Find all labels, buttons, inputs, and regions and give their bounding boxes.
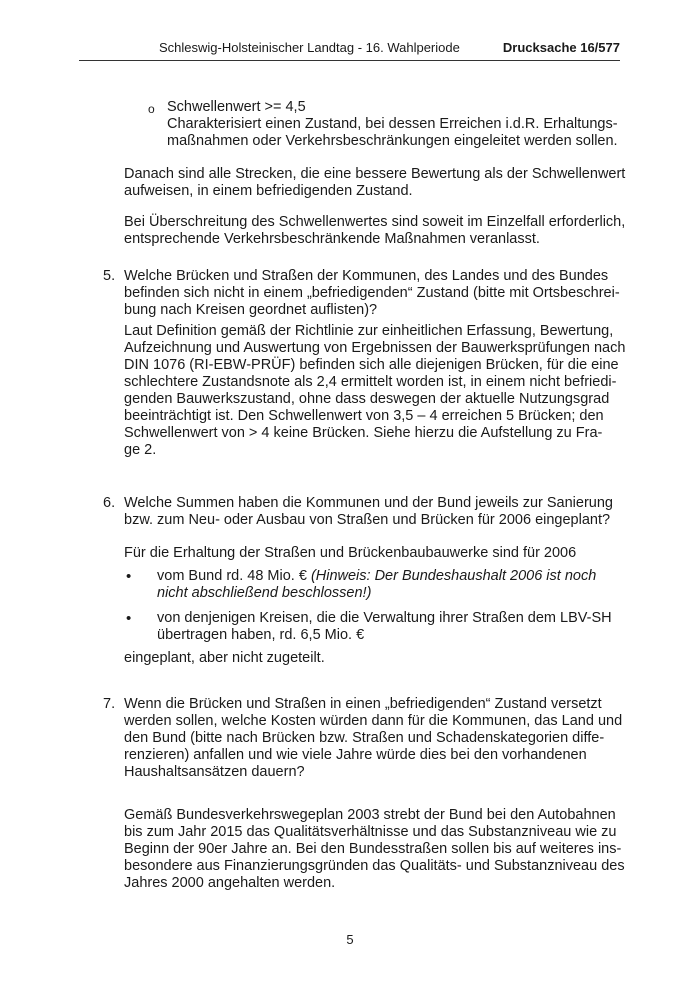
answer-line: beeinträchtigt ist. Den Schwellenwert von 3,5 – 4 erreichen 5 Brücken; den [124,408,604,424]
question-line: bzw. zum Neu- oder Ausbau von Straßen und Brücken für 2006 eingeplant? [124,512,611,528]
bullet-line: von denjenigen Kreisen, die die Verwaltung ihrer Straßen dem LBV-SH [157,610,612,626]
paragraph-line: entsprechende Verkehrsbeschränkende Maßnahmen veranlasst. [124,231,540,247]
question-line: werden sollen, welche Kosten würden dann für die Kommunen, das Land und [124,713,623,729]
question-line: Welche Brücken und Straßen der Kommunen, des Landes und des Bundes [124,268,609,284]
header-title: Schleswig-Holsteinischer Landtag - 16. Wahlperiode [159,40,460,55]
header-divider [79,60,620,61]
question-line: renzieren) anfallen und wie viele Jahre würde dies bei den vorhandenen [124,747,587,763]
answer-line: Gemäß Bundesverkehrswegeplan 2003 strebt der Bund bei den Autobahnen [124,807,616,823]
question-number: 5. [103,268,116,284]
answer-line: Aufzeichnung und Auswertung von Ergebnissen der Bauwerksprüfungen nach [124,340,626,356]
question-line: den Bund (bitte nach Brücken bzw. Straßen und Schadenskategorien diffe- [124,730,605,746]
answer-line: besondere aus Finanzierungsgründen das Qualitäts- und Substanzniveau des [124,858,625,874]
answer-line: genden Bauwerkszustand, ohne dass deswegen der aktuelle Nutzungsgrad [124,391,610,407]
answer-line: Beginn der 90er Jahre an. Bei den Bundesstraßen sollen bis auf weiteres ins- [124,841,622,857]
threshold-line: maßnahmen oder Verkehrsbeschränkungen eingeleitet werden sollen. [167,133,618,149]
answer-line: DIN 1076 (RI-EBW-PRÜF) befinden sich alle diejenigen Brücken, für die eine [124,357,619,373]
answer-intro: Für die Erhaltung der Straßen und Brückenbaubauwerke sind für 2006 [124,545,577,561]
bullet-dot: • [126,568,132,585]
paragraph-line: Danach sind alle Strecken, die eine bessere Bewertung als der Schwellenwert [124,166,626,182]
question-number: 6. [103,495,116,511]
threshold-line: Schwellenwert >= 4,5 [167,99,306,115]
question-line: Haushaltsansätzen dauern? [124,764,305,780]
paragraph-line: Bei Überschreitung des Schwellenwertes sind soweit im Einzelfall erforderlich, [124,214,626,230]
answer-line: schlechtere Zustandsnote als 2,4 ermittelt worden ist, in einem nicht befriedi- [124,374,617,390]
bullet-line [157,568,596,585]
paragraph-line: aufweisen, in einem befriedigenden Zustand. [124,183,413,199]
bullet-line: übertragen haben, rd. 6,5 Mio. € [157,627,365,643]
question-number: 7. [103,696,116,712]
question-line: bung nach Kreisen geordnet auflisten)? [124,302,378,318]
question-line: Welche Summen haben die Kommunen und der Bund jeweils zur Sanierung [124,495,613,511]
page-number: 5 [346,932,354,947]
page-header [79,40,620,58]
bullet-dot: • [126,610,132,627]
threshold-line: Charakterisiert einen Zustand, bei dessen Erreichen i.d.R. Erhaltungs- [167,116,618,132]
answer-line: Laut Definition gemäß der Richtlinie zur einheitlichen Erfassung, Bewertung, [124,323,614,339]
answer-line: bis zum Jahr 2015 das Qualitätsverhältnisse und das Substanzniveau wie zu [124,824,617,840]
bullet-1-note: (Hinweis: Der Bundeshaushalt 2006 ist noch [310,568,597,584]
answer-outro: eingeplant, aber nicht zugeteilt. [124,650,325,666]
bullet-1-note-continued: nicht abschließend beschlossen!) [157,585,372,601]
bullet-1-main: vom Bund rd. 48 Mio. € [157,568,311,584]
question-line: Wenn die Brücken und Straßen in einen „befriedigenden“ Zustand versetzt [124,696,602,712]
circle-bullet: o [148,102,155,116]
answer-line: ge 2. [124,442,157,458]
question-line: befinden sich nicht in einem „befriedigenden“ Zustand (bitte mit Ortsbeschrei- [124,285,620,301]
document-number: Drucksache 16/577 [502,40,620,55]
answer-line: Jahres 2000 angehalten werden. [124,875,336,891]
answer-line: Schwellenwert von > 4 keine Brücken. Siehe hierzu die Aufstellung zu Fra- [124,425,603,441]
